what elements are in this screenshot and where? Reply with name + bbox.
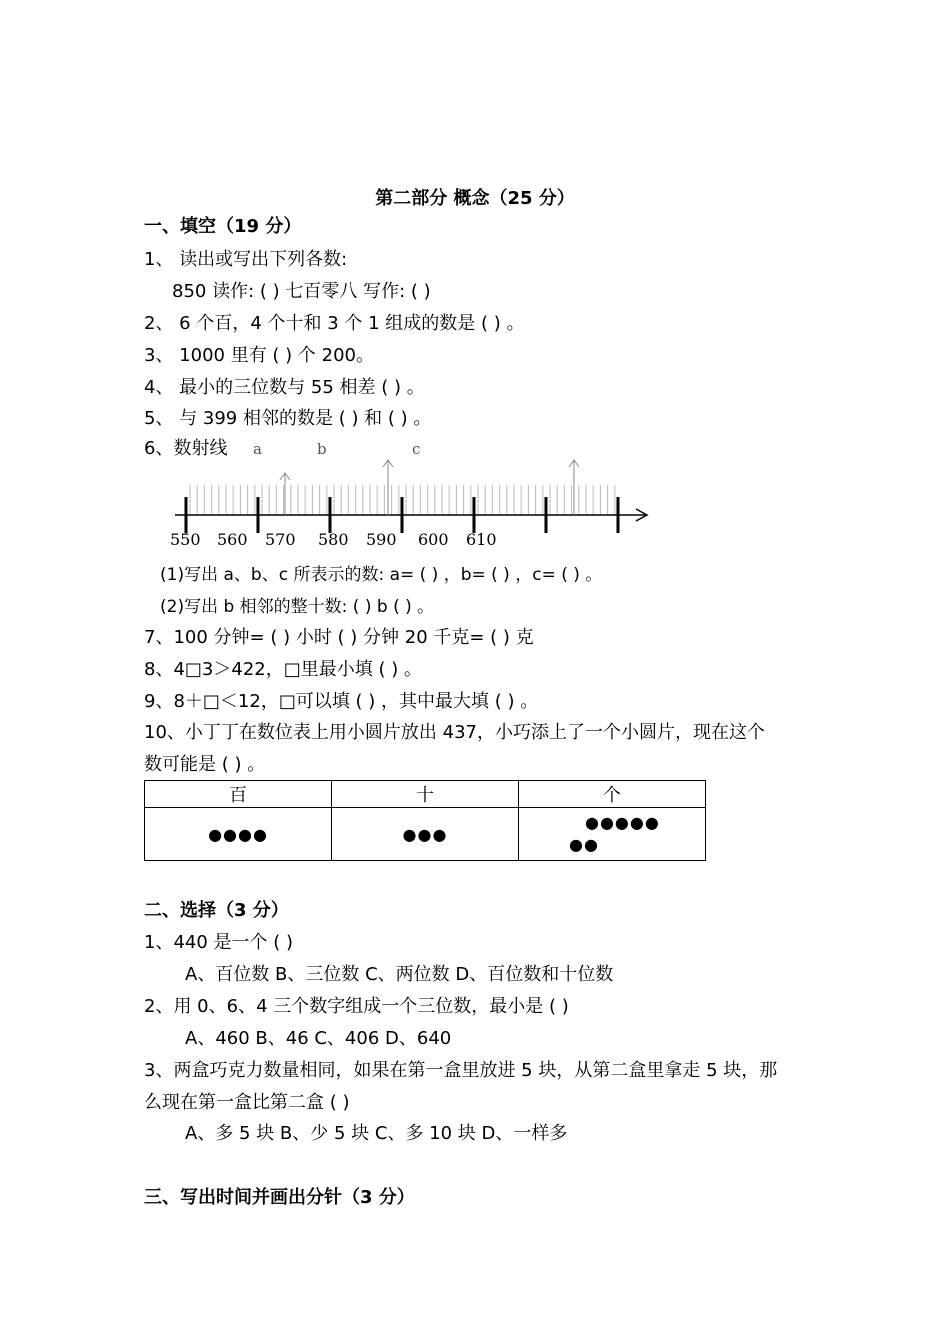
s2-q1: 1、440 是一个 ( ) — [144, 932, 294, 953]
s2-q2: 2、用 0、6、4 三个数字组成一个三位数，最小是 ( ) — [144, 996, 569, 1017]
tick-label-550: 550 — [170, 530, 201, 549]
tick-label-580: 580 — [318, 530, 349, 549]
number-line — [160, 430, 680, 555]
s2-q3: 3、两盒巧克力数量相同，如果在第一盒里放进 5 块，从第二盒里拿走 5 块，那 — [144, 1060, 778, 1081]
page-title: 第二部分 概念（25 分） — [375, 188, 575, 209]
s2-q3-cont: 么现在第一盒比第二盒 ( ) — [144, 1092, 350, 1113]
q6-sub2: (2)写出 b 相邻的整十数: ( ) b ( ) 。 — [160, 597, 435, 617]
section2-heading: 二、选择（3 分） — [144, 900, 289, 921]
s2-q1-options: A、百位数 B、三位数 C、两位数 D、百位数和十位数 — [185, 964, 614, 985]
q10-line-cont: 数可能是 ( ) 。 — [144, 754, 266, 775]
q1-line: 1、 读出或写出下列各数: — [144, 249, 348, 270]
ones-cell — [519, 808, 706, 861]
header-tens: 十 — [332, 781, 519, 808]
q8-line: 8、4□3＞422，□里最小填 ( ) 。 — [144, 659, 422, 680]
tick-label-570: 570 — [265, 530, 296, 549]
q7-line: 7、100 分钟= ( ) 小时 ( ) 分钟 20 千克= ( ) 克 — [144, 627, 534, 648]
tens-dots: ●●● — [332, 808, 519, 861]
q4-line: 4、 最小的三位数与 55 相差 ( ) 。 — [144, 377, 425, 398]
q10-line: 10、小丁丁在数位表上用小圆片放出 437，小巧添上了一个小圆片，现在这个 — [144, 722, 765, 743]
tick-label-600: 600 — [418, 530, 449, 549]
q6-line: 6、数射线 — [144, 438, 228, 459]
tick-label-560: 560 — [217, 530, 248, 549]
letter-a: a — [253, 440, 262, 458]
s2-q3-options: A、多 5 块 B、少 5 块 C、多 10 块 D、一样多 — [185, 1123, 568, 1144]
place-value-table — [144, 780, 706, 861]
header-ones: 个 — [519, 781, 706, 808]
letter-c: c — [412, 440, 421, 458]
q2-line: 2、 6 个百，4 个十和 3 个 1 组成的数是 ( ) 。 — [144, 313, 525, 334]
q6-sub1: (1)写出 a、b、c 所表示的数: a= ( ) ，b= ( ) ，c= ( ) 。 — [160, 565, 603, 585]
tick-label-610: 610 — [466, 530, 497, 549]
header-hundreds: 百 — [145, 781, 332, 808]
hundreds-dots: ●●●● — [145, 808, 332, 861]
s2-q2-options: A、460 B、46 C、406 D、640 — [185, 1028, 452, 1049]
section1-heading: 一、填空（19 分） — [144, 216, 302, 237]
tick-label-590: 590 — [366, 530, 397, 549]
ones-dots-row1: ●●●●● — [585, 813, 660, 832]
section3-heading: 三、写出时间并画出分针（3 分） — [144, 1187, 415, 1208]
q5-line: 5、 与 399 相邻的数是 ( ) 和 ( ) 。 — [144, 408, 432, 429]
letter-b: b — [317, 440, 327, 458]
ones-dots-row2: ●● — [569, 835, 599, 854]
q1-content: 850 读作: ( ) 七百零八 写作: ( ) — [172, 281, 431, 302]
q3-line: 3、 1000 里有 ( ) 个 200。 — [144, 345, 374, 366]
q9-line: 9、8＋□＜12，□可以填 ( ) ，其中最大填 ( ) 。 — [144, 691, 539, 712]
number-line-pointers — [280, 460, 579, 515]
